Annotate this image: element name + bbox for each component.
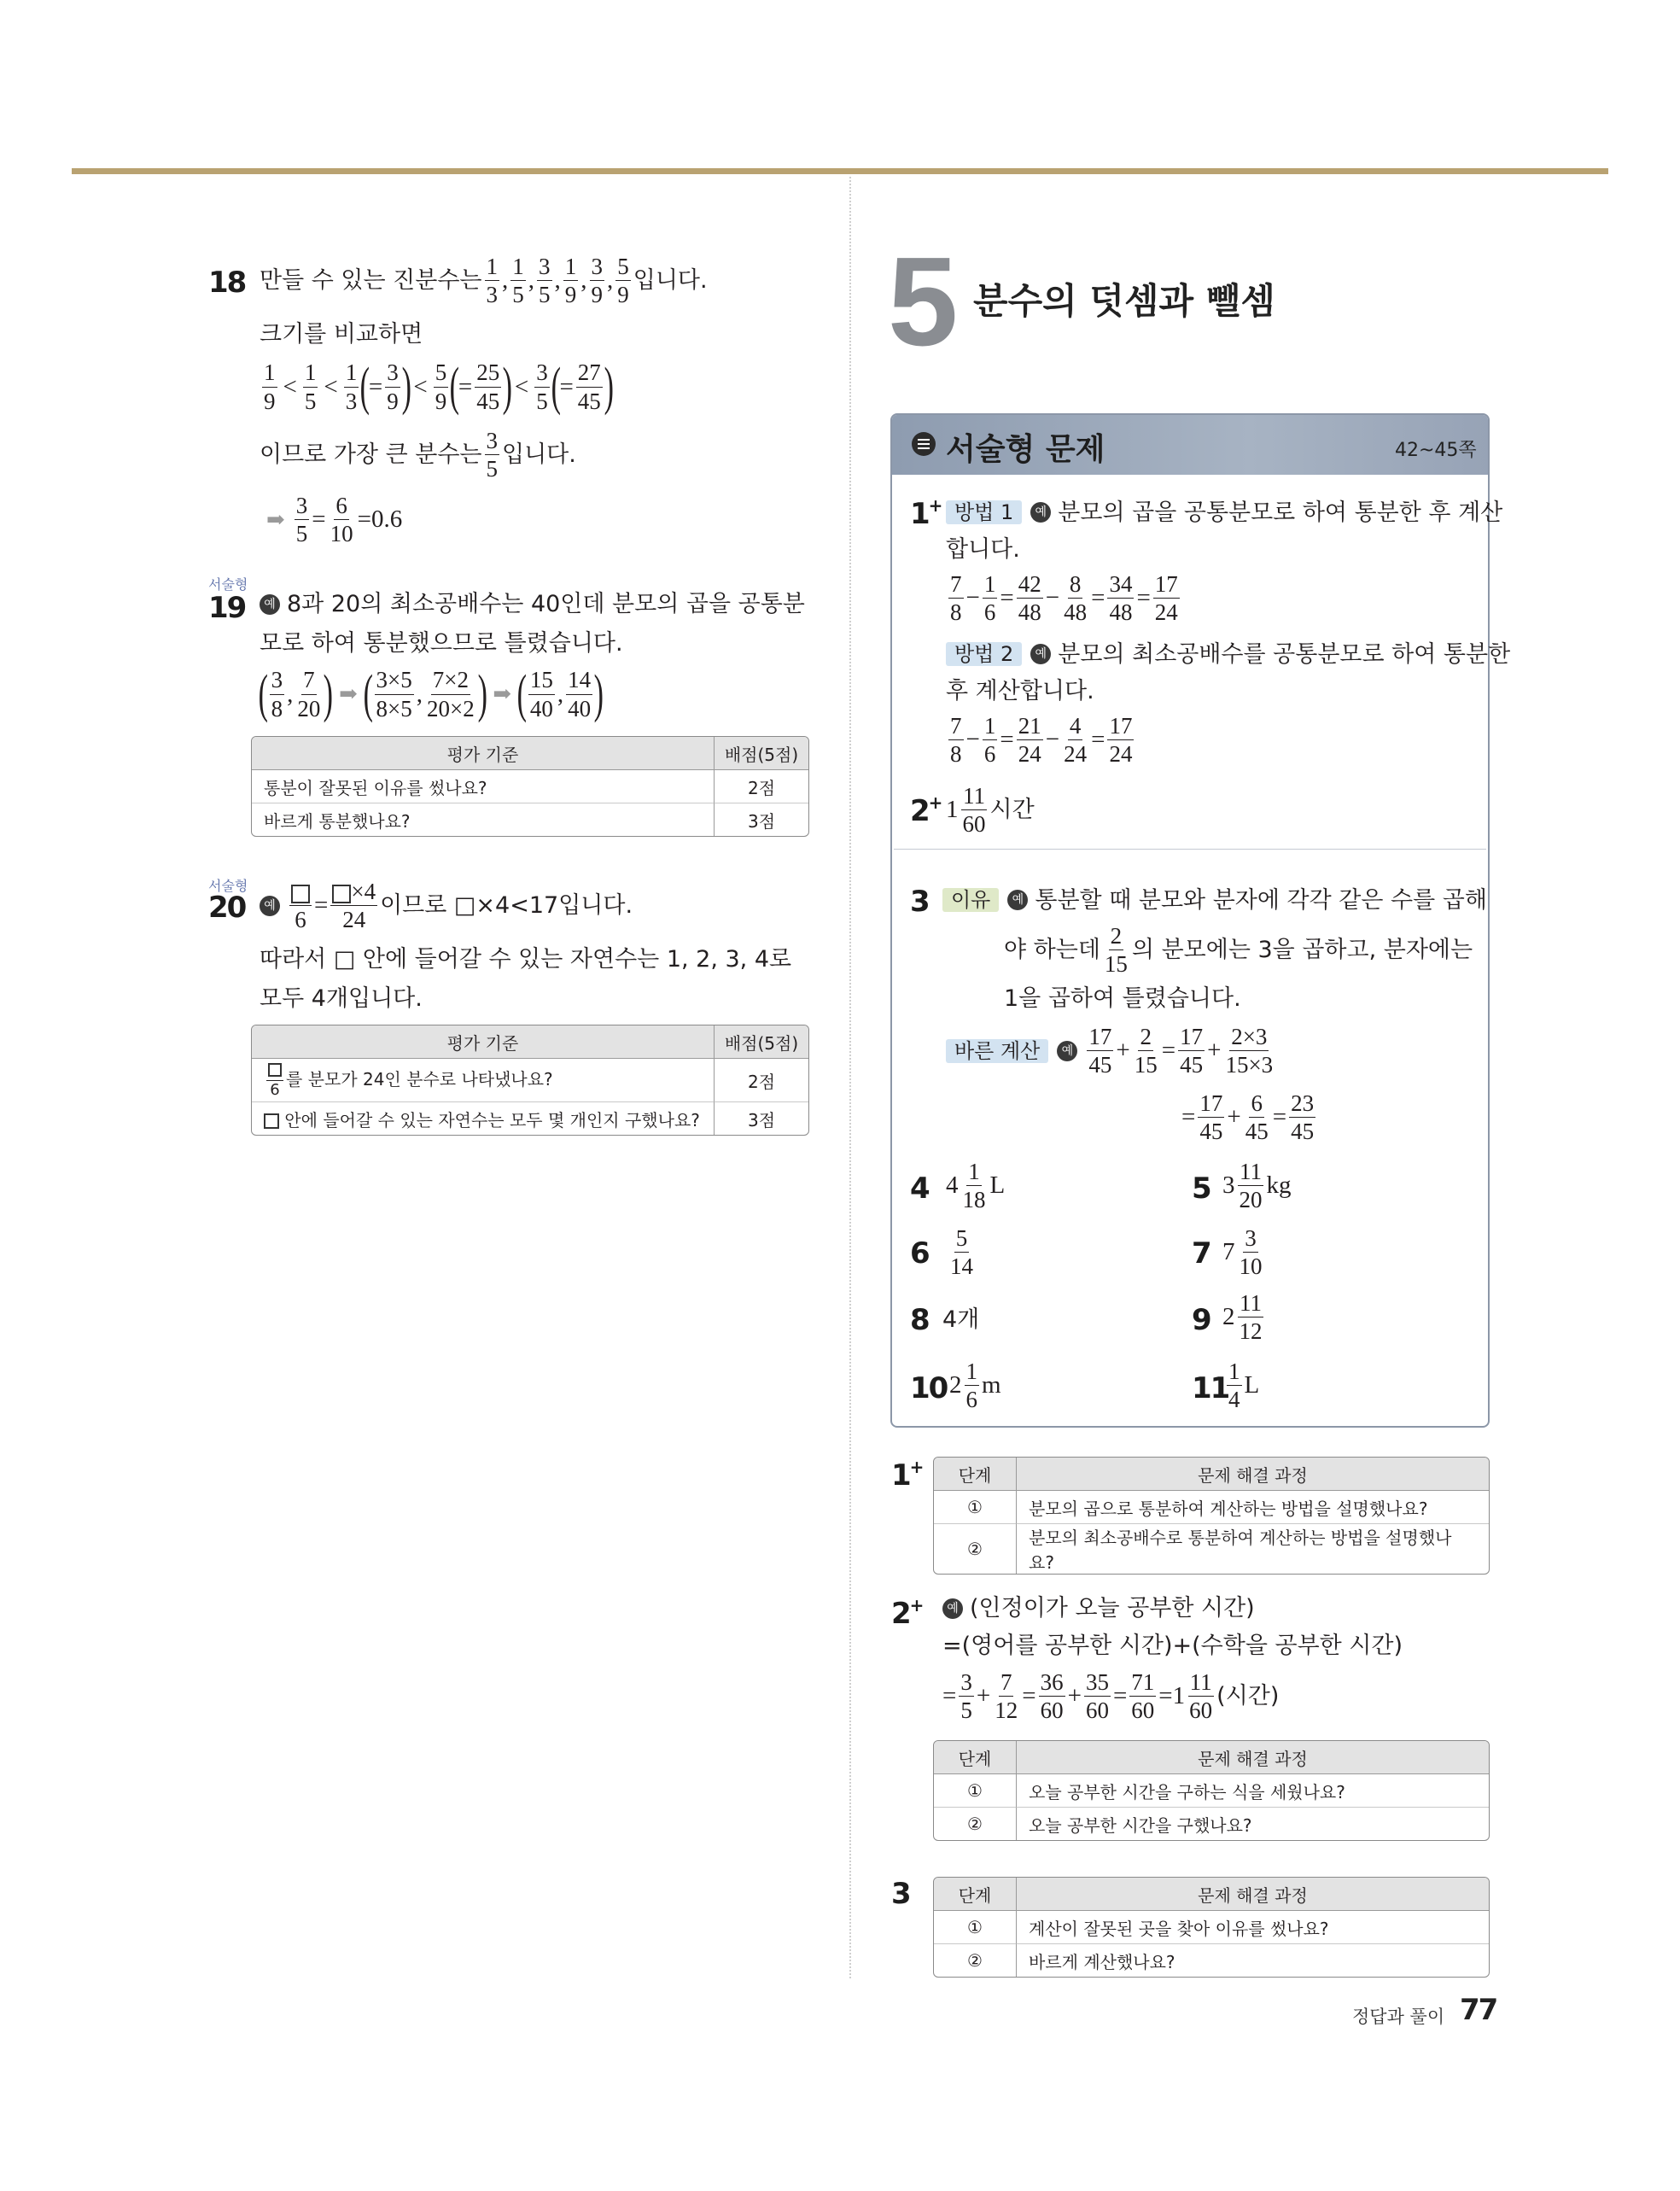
a2-answer: 1 $\frac{11}{60}$ 시간: [946, 783, 1035, 838]
question-number-20: 20: [208, 891, 246, 925]
answer-9: 2 $\frac{11}{12}$: [1222, 1290, 1263, 1345]
q18-intro-end: 입니다.: [633, 267, 708, 295]
example-mark-icon: 예: [260, 896, 280, 916]
answer-number-1: 1+: [910, 495, 942, 531]
a1-method2: 방법 2 예 분모의 최소공배수를 공통분모로 하여 통분한: [946, 642, 1510, 666]
q18-frac-4: $\frac{1}{9}$: [564, 254, 577, 308]
rubric-number-3: 3: [891, 1877, 910, 1911]
q18-compare: $\frac{1}{9}$ < $\frac{1}{5}$ < $\frac{1}{3}$ ( = $\frac{3}{9}$ ) < $\frac{5}{9}$ ( = $\frac{25}{45}$ ) < $\frac{3}{5}$ ( = $\frac{27}{45}$ ): [264, 358, 614, 416]
a3-calc-line1: 바른 계산 예 $\frac{17}{45}$ + $\frac{2}{15}$ = $\frac{17}{45}$ + $\frac{2\times 3}{15\times 3}$: [946, 1025, 1277, 1078]
table-row: ② 오늘 공부한 시간을 구했나요?: [934, 1808, 1489, 1840]
q18-frac-3: $\frac{3}{5}$: [539, 254, 551, 308]
question-number-18: 18: [208, 266, 246, 300]
q18-frac-1: $\frac{1}{3}$: [486, 254, 498, 308]
q19-equation: ( $\frac{3}{8}$ , $\frac{7}{20}$ ) ➡ ( $\frac{3\times 5}{8\times 5}$ , $\frac{7\times 2}{20\times 2}$ ) ➡ ( $\frac{15}{40}$ , $\frac{14}{40}$ ): [258, 665, 604, 723]
table-row: 바르게 통분했나요? 3점: [252, 803, 808, 836]
table-row: ① 계산이 잘못된 곳을 찾아 이유를 썼나요?: [934, 1911, 1489, 1944]
rubric-table-3: 단계 문제 해결 과정 ① 계산이 잘못된 곳을 찾아 이유를 썼나요? ② 바르게 계산했나요?: [933, 1877, 1490, 1978]
answer-7: 7 $\frac{3}{10}$: [1222, 1225, 1263, 1280]
answer-number-10: 10: [910, 1371, 948, 1405]
q19-line2: 모로 하여 통분했으므로 틀렸습니다.: [260, 630, 623, 657]
r2-equation: = $\frac{3}{5}$ + $\frac{7}{12}$ = $\frac{36}{60}$ + $\frac{35}{60}$ = $\frac{71}{60}$ = 1 $\frac{11}{60}$ (시간): [942, 1669, 1280, 1724]
answer-number-3: 3: [910, 885, 929, 919]
answer-6: $\frac{5}{14}$: [950, 1225, 973, 1280]
table-row: ① 오늘 공부한 시간을 구하는 식을 세웠나요?: [934, 1774, 1489, 1808]
q20-line2: 따라서 □ 안에 들어갈 수 있는 자연수는 1, 2, 3, 4로: [260, 946, 792, 973]
a1-method1: 방법 1 예 분모의 곱을 공통분모로 하여 통분한 후 계산: [946, 500, 1502, 524]
question-number-19: 19: [208, 591, 246, 625]
a1-method2-line2: 후 계산합니다.: [946, 678, 1094, 704]
table-row: 안에 들어갈 수 있는 자연수는 모두 몇 개인지 구했나요? 3점: [252, 1102, 808, 1135]
answer-number-9: 9: [1192, 1303, 1210, 1337]
r2-line1: 예 (인정이가 오늘 공부한 시간): [942, 1597, 1255, 1620]
chapter-title: 분수의 덧셈과 뺄셈: [973, 280, 1275, 322]
panel-separator: [894, 849, 1486, 850]
answer-number-4: 4: [910, 1171, 929, 1206]
example-mark-icon: 예: [942, 1598, 963, 1619]
answer-number-6: 6: [910, 1236, 929, 1271]
a3-reason-line1: 이유 예 통분할 때 분모와 분자에 각각 같은 수를 곱해: [942, 888, 1487, 912]
answer-number-5: 5: [1192, 1171, 1210, 1206]
q19-rubric-table: 평가 기준 배점(5점) 통분이 잘못된 이유를 썼나요? 2점 바르게 통분했나요? 3점: [251, 736, 809, 837]
a1-method1-line2: 합니다.: [946, 536, 1020, 563]
table-row: ① 분모의 곱으로 통분하여 계산하는 방법을 설명했나요?: [934, 1491, 1489, 1524]
a1-method2-eq: $\frac{7}{8}$ − $\frac{1}{6}$ = $\frac{21}{24}$ − $\frac{4}{24}$ = $\frac{17}{24}$: [950, 713, 1133, 768]
essay-tag-19: 서술형: [208, 576, 248, 593]
q19-line1: 예 8과 20의 최소공배수는 40인데 분모의 곱을 공통분: [260, 593, 805, 616]
column-divider: [849, 177, 851, 1978]
example-mark-icon: 예: [1030, 502, 1051, 523]
q18-intro: 만들 수 있는 진분수는: [260, 267, 482, 295]
chapter-number: 5: [888, 231, 959, 372]
page-number: 77: [1460, 1993, 1497, 2027]
example-mark-icon: 예: [1030, 644, 1051, 664]
a1-method1-eq: $\frac{7}{8}$ − $\frac{1}{6}$ = $\frac{42}{48}$ − $\frac{8}{48}$ = $\frac{34}{48}$ = $\frac{17}{24}$: [950, 571, 1178, 626]
footer-label: 정답과 풀이: [1352, 2007, 1445, 2027]
rubric-table-2: 단계 문제 해결 과정 ① 오늘 공부한 시간을 구하는 식을 세웠나요? ② 오늘 공부한 시간을 구했나요?: [933, 1740, 1490, 1841]
q18-line1: 만들 수 있는 진분수는 $\frac{1}{3}$ , $\frac{1}{5}$ , $\frac{3}{5}$ , $\frac{1}{9}$ , $\frac{3}{9}$ , $\frac{5}{9}$ 입니다.: [260, 254, 708, 308]
answer-8: 4개: [942, 1306, 980, 1333]
example-mark-icon: 예: [260, 594, 280, 615]
q18-line4: 이므로 가장 큰 분수는 $\frac{3}{5}$ 입니다.: [260, 428, 576, 482]
q18-frac-2: $\frac{1}{5}$: [512, 254, 524, 308]
table-row: 6 를 분모가 24인 분수로 나타냈나요? 2점: [252, 1059, 808, 1102]
rubric-number-1: 1+: [891, 1457, 923, 1493]
arrow-icon: ➡: [266, 506, 285, 532]
rubric-table-1: 단계 문제 해결 과정 ① 분모의 곱으로 통분하여 계산하는 방법을 설명했나요? ② 분모의 최소공배수로 통분하여 계산하는 방법을 설명했나요?: [933, 1457, 1490, 1575]
q20-line3: 모두 4개입니다.: [260, 985, 423, 1012]
answer-4: 4 $\frac{1}{18}$ L: [946, 1159, 1006, 1213]
a3-reason-line2: 야 하는데 $\frac{2}{15}$ 의 분모에는 3을 곱하고, 분자에는: [1004, 923, 1473, 978]
answer-number-2: 2+: [910, 792, 942, 828]
list-icon: [912, 432, 936, 456]
a3-reason-line3: 1을 곱하여 틀렸습니다.: [1004, 985, 1241, 1012]
answer-10: 2 $\frac{1}{6}$ m: [949, 1358, 1001, 1413]
answer-11: $\frac{1}{4}$ L: [1228, 1358, 1260, 1413]
section-title: 서술형 문제: [946, 432, 1105, 467]
blank-box-icon: [332, 885, 351, 903]
table-row: 통분이 잘못된 이유를 썼나요? 2점: [252, 770, 808, 803]
answer-5: 3 $\frac{11}{20}$ kg: [1222, 1159, 1292, 1213]
answer-number-8: 8: [910, 1303, 929, 1337]
essay-tag-20: 서술형: [208, 878, 248, 894]
q18-result: ➡ $\frac{3}{5}$ = $\frac{6}{10}$ =0.6: [266, 493, 403, 547]
table-row: ② 바르게 계산했나요?: [934, 1944, 1489, 1977]
r2-line2: =(영어를 공부한 시간)+(수학을 공부한 시간): [942, 1633, 1403, 1659]
example-mark-icon: 예: [1007, 890, 1028, 910]
section-pages: 42~45쪽: [1395, 440, 1477, 461]
q20-rubric-table: 평가 기준 배점(5점) 6 를 분모가 24인 분수로 나타냈나요? 2점 안에 들어갈 수 있는 자연수는 모두 몇 개인지 구했나요? 3점: [251, 1025, 809, 1136]
rubric-number-2: 2+: [891, 1595, 923, 1631]
header-rule: [72, 168, 1608, 174]
example-mark-icon: 예: [1057, 1041, 1077, 1061]
table-row: ② 분모의 최소공배수로 통분하여 계산하는 방법을 설명했나요?: [934, 1524, 1489, 1574]
q18-frac-5: $\frac{3}{9}$: [591, 254, 603, 308]
blank-box-icon: [291, 885, 310, 903]
a3-calc-line2: = $\frac{17}{45}$ + $\frac{6}{45}$ = $\frac{23}{45}$: [1181, 1090, 1315, 1145]
q20-equation: 예 6 = $\frac{\times 4}{24}$ 이므로 □×4<17입니다.: [260, 879, 633, 932]
answer-number-7: 7: [1192, 1236, 1210, 1271]
q18-line2: 크기를 비교하면: [260, 321, 423, 348]
answer-number-11: 11: [1192, 1371, 1229, 1405]
q18-frac-6: $\frac{5}{9}$: [617, 254, 629, 308]
answer-panel: [890, 413, 1490, 1428]
